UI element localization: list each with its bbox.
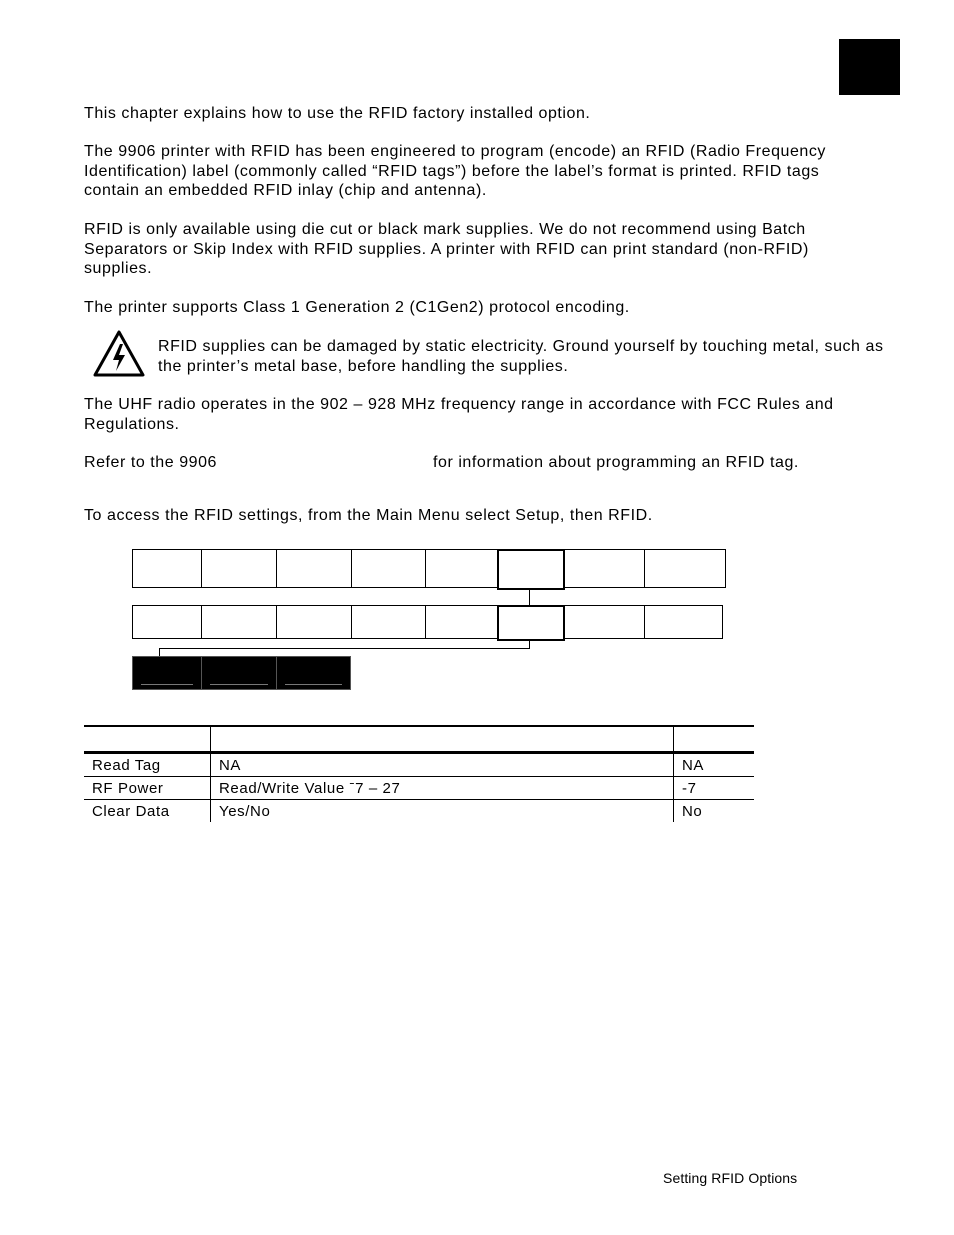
main-menu-item-3 <box>276 549 352 588</box>
option-range: Yes/No <box>211 800 674 823</box>
main-menu-item-setup <box>497 549 565 590</box>
option-default: -7 <box>674 777 755 800</box>
main-menu-item-7 <box>564 549 645 588</box>
connector-line <box>529 590 530 606</box>
table-row <box>84 777 754 800</box>
option-name: RF Power <box>84 777 211 800</box>
refer-end: for information about programming an RFID tag. <box>433 454 799 471</box>
footer-section-title: Setting RFID Options <box>663 1170 798 1186</box>
option-range: Read/Write Value ˉ7 – 27 <box>211 777 674 800</box>
radio-paragraph: The UHF radio operates in the 902 – 928 MHz frequency range in accordance with FCC Rules and Regulations. <box>84 396 834 433</box>
electric-hazard-icon <box>92 329 146 378</box>
rfid-submenu-item-clear-data <box>276 656 351 690</box>
warning-text: RFID supplies can be damaged by static electricity. Ground yourself by touching metal, such as the printer’s metal base, before handling the supplies. <box>158 338 884 375</box>
option-name: Read Tag <box>84 753 211 777</box>
refer-paragraph <box>84 453 874 473</box>
rfid-submenu-item-read-tag <box>132 656 202 690</box>
option-range: NA <box>211 753 674 777</box>
table-header <box>211 726 674 753</box>
main-menu-item-2 <box>201 549 277 588</box>
connector-line <box>159 648 530 649</box>
setup-menu-item-3 <box>276 605 352 639</box>
intro-paragraph: This chapter explains how to use the RFID factory installed option. <box>84 105 591 122</box>
table-row <box>84 753 754 777</box>
option-name: Clear Data <box>92 802 170 820</box>
setup-menu-item-4 <box>351 605 426 639</box>
main-menu-item-4 <box>351 549 426 588</box>
setup-menu-item-5 <box>425 605 499 639</box>
access-paragraph: To access the RFID settings, from the Main Menu select Setup, then RFID. <box>84 507 653 524</box>
main-menu-item-8 <box>644 549 726 588</box>
table-row <box>84 800 754 823</box>
main-menu-item-1 <box>132 549 202 588</box>
setup-menu-item-8 <box>644 605 723 639</box>
setup-menu-item-1 <box>132 605 202 639</box>
refer-start: Refer to the 9906 <box>84 454 217 471</box>
protocol-paragraph: The printer supports Class 1 Generation 2 (C1Gen2) protocol encoding. <box>84 299 630 316</box>
setup-menu-item-7 <box>564 605 645 639</box>
main-menu-item-5 <box>425 549 499 588</box>
setup-menu-item-2 <box>201 605 277 639</box>
rfid-submenu-item-rf-power <box>201 656 277 690</box>
option-default: No <box>682 802 703 820</box>
setup-menu-item-rfid <box>497 605 565 641</box>
option-default: NA <box>674 753 755 777</box>
chapter-tab <box>839 39 900 95</box>
table-header-row <box>84 726 754 753</box>
rfid-options-table <box>84 725 754 822</box>
table-header <box>674 726 755 753</box>
table-header <box>84 726 211 753</box>
supplies-paragraph: RFID is only available using die cut or black mark supplies. We do not recommend using Batch Separators or Skip Index with RFID supplies. A printer with RFID can print standard (non-RFID) supplies. <box>84 221 809 278</box>
engineered-paragraph: The 9906 printer with RFID has been engineered to program (encode) an RFID (Radio Frequency Identification) label (commonly called “RFID tags”) before the label’s format is printed. RFID tags contain an embedded RFID inlay (chip and antenna). <box>84 143 826 200</box>
